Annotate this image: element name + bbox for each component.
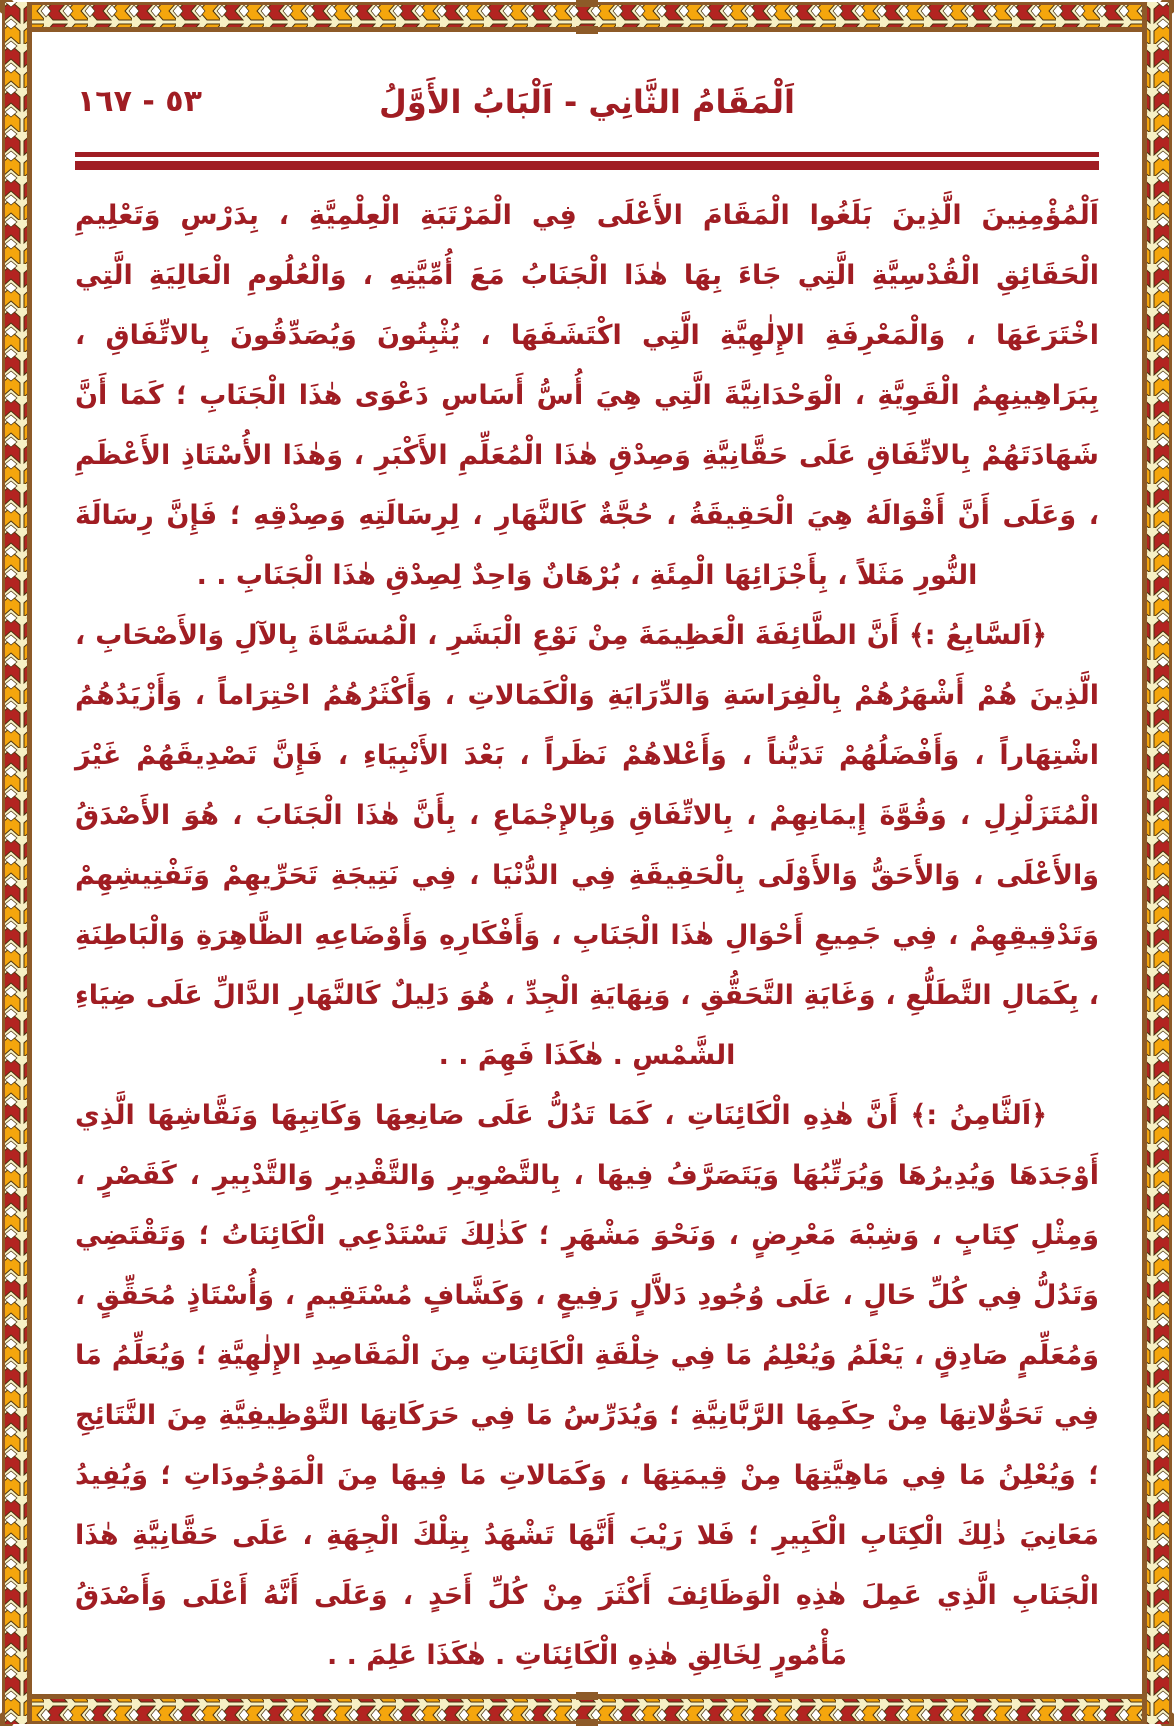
body-text — [75, 186, 1099, 1686]
header-rule-thin — [75, 152, 1099, 157]
paragraph-continuation: اَلْمُؤْمِنِينَ الَّذِينَ بَلَغُوا الْمَقَامَ الأَعْلَى فِي الْمَرْتَبَةِ الْعِلْمِيَّةِ ، بِدَرْسِ وَتَعْلِيمِ الْحَقَائِقِ الْقُدْسِيَّةِ الَّتِي جَاءَ بِهَا هٰذَا الْجَنَابُ مَعَ أُمِّيَّتِهِ ، وَالْعُلُومِ الْعَالِيَةِ الَّتِي اخْتَرَعَهَا ، وَالْمَعْرِفَةِ الإِلٰهِيَّةِ الَّتِي اكْتَشَفَهَا ، يُثْبِتُونَ وَيُصَدِّقُونَ بِالاتِّفَاقِ ، بِبَرَاهِينِهِمُ الْقَوِيَّةِ ، الْوَحْدَانِيَّةَ الَّتِي هِيَ أُسُّ أَسَاسِ دَعْوَى هٰذَا الْجَنَابِ ؛ كَمَا أَنَّ شَهَادَتَهُمْ بِالاتِّفَاقِ عَلَى حَقَّانِيَّةِ وَصِدْقِ هٰذَا الْمُعَلِّمِ الأَكْبَرِ ، وَهٰذَا الأُسْتَاذِ الأَعْظَمِ ، وَعَلَى أَنَّ أَقْوَالَهُ هِيَ الْحَقِيقَةُ ، حُجَّةٌ كَالنَّهَارِ ، لِرِسَالَتِهِ وَصِدْقِهِ ؛ فَإِنَّ رِسَالَةَ النُّورِ مَثَلاً ، بِأَجْزَائِهَا الْمِئَةِ ، بُرْهَانٌ وَاحِدٌ لِصِدْقِ هٰذَا الْجَنَابِ . . — [75, 200, 1099, 591]
page-header — [75, 74, 1099, 136]
page-title: اَلْمَقَامُ الثَّانِي - اَلْبَابُ الأَوَّلُ — [379, 83, 795, 121]
border-top-chain-ornament — [0, 0, 1174, 34]
page-content — [34, 34, 1140, 1692]
border-bottom-chain-ornament — [0, 1692, 1174, 1726]
border-left-chain-ornament — [0, 0, 34, 1726]
paragraph-eighth-point: ﴿اَلثَّامِنُ :﴾ أَنَّ هٰذِهِ الْكَائِنَاتِ ، كَمَا تَدُلُّ عَلَى صَانِعِهَا وَكَاتِبِهَا وَنَقَّاشِهَا الَّذِي أَوْجَدَهَا وَيُدِيرُهَا وَيُرَتِّبُهَا وَيَتَصَرَّفُ فِيهَا ، بِالتَّصْوِيرِ وَالتَّقْدِيرِ وَالتَّدْبِيرِ ، كَقَصْرٍ ، وَمِثْلِ كِتَابٍ ، وَشِبْهَ مَعْرِضٍ ، وَنَحْوَ مَشْهَرٍ ؛ كَذٰلِكَ تَسْتَدْعِي الْكَائِنَاتُ ؛ وَتَقْتَضِي وَتَدُلُّ فِي كُلِّ حَالٍ ، عَلَى وُجُودِ دَلاَّلٍ رَفِيعٍ ، وَكَشَّافٍ مُسْتَقِيمٍ ، وَأُسْتَاذٍ مُحَقِّقٍ ، وَمُعَلِّمٍ صَادِقٍ ، يَعْلَمُ وَيُعْلِمُ مَا فِي خِلْقَةِ الْكَائِنَاتِ مِنَ الْمَقَاصِدِ الإِلٰهِيَّةِ ؛ وَيُعَلِّمُ مَا فِي تَحَوُّلاتِهَا مِنْ حِكَمِهَا الرَّبَّانِيَّةِ ؛ وَيُدَرِّسُ مَا فِي حَرَكَاتِهَا التَّوْظِيفِيَّةِ مِنَ النَّتَائِجِ ؛ وَيُعْلِنُ مَا فِي مَاهِيَّتِهَا مِنْ قِيمَتِهَا ، وَكَمَالاتِ مَا فِيهَا مِنَ الْمَوْجُودَاتِ ؛ وَيُفِيدُ مَعَانِيَ ذٰلِكَ الْكِتَابِ الْكَبِيرِ ؛ فَلا رَيْبَ أَنَّهَا تَشْهَدُ بِتِلْكَ الْجِهَةِ ، عَلَى حَقَّانِيَّةِ هٰذَا الْجَنَابِ الَّذِي عَمِلَ هٰذِهِ الْوَظَائِفَ أَكْثَرَ مِنْ كُلِّ أَحَدٍ ، وَعَلَى أَنَّهُ أَعْلَى وَأَصْدَقُ مَأْمُورٍ لِخَالِقِ هٰذِهِ الْكَائِنَاتِ . هٰكَذَا عَلِمَ . . — [75, 1100, 1099, 1671]
header-rule-thick — [75, 161, 1099, 170]
page-number: ٥٣ - ١٦٧ — [77, 84, 202, 119]
paragraph-seventh-point: ﴿اَلسَّابِعُ :﴾ أَنَّ الطَّائِفَةَ الْعَظِيمَةَ مِنْ نَوْعِ الْبَشَرِ ، الْمُسَمَّاةَ بِالآلِ وَالأَصْحَابِ ، الَّذِينَ هُمْ أَشْهَرُهُمْ بِالْفِرَاسَةِ وَالدِّرَايَةِ وَالْكَمَالاتِ ، وَأَكْثَرُهُمُ احْتِرَاماً ، وَأَزْيَدُهُمُ اشْتِهَاراً ، وَأَفْضَلُهُمْ تَدَيُّناً ، وَأَعْلاهُمْ نَظَراً ، بَعْدَ الأَنْبِيَاءِ ، فَإِنَّ تَصْدِيقَهُمْ غَيْرَ الْمُتَزَلْزِلِ ، وَقُوَّةَ إِيمَانِهِمْ ، بِالاتِّفَاقِ وَبِالإِجْمَاعِ ، بِأَنَّ هٰذَا الْجَنَابَ ، هُوَ الأَصْدَقُ وَالأَعْلَى ، وَالأَحَقُّ وَالأَوْلَى بِالْحَقِيقَةِ فِي الدُّنْيَا ، فِي نَتِيجَةِ تَحَرِّيهِمْ وَتَفْتِيشِهِمْ وَتَدْقِيقِهِمْ ، فِي جَمِيعِ أَحْوَالِ هٰذَا الْجَنَابِ ، وَأَفْكَارِهِ وَأَوْضَاعِهِ الظَّاهِرَةِ وَالْبَاطِنَةِ ، بِكَمَالِ التَّطَلُّعِ ، وَغَايَةِ التَّحَقُّقِ ، وَنِهَايَةِ الْجِدِّ ، هُوَ دَلِيلٌ كَالنَّهَارِ الدَّالِّ عَلَى ضِيَاءِ الشَّمْسِ . هٰكَذَا فَهِمَ . . — [75, 620, 1099, 1071]
border-right-chain-ornament — [1140, 0, 1174, 1726]
